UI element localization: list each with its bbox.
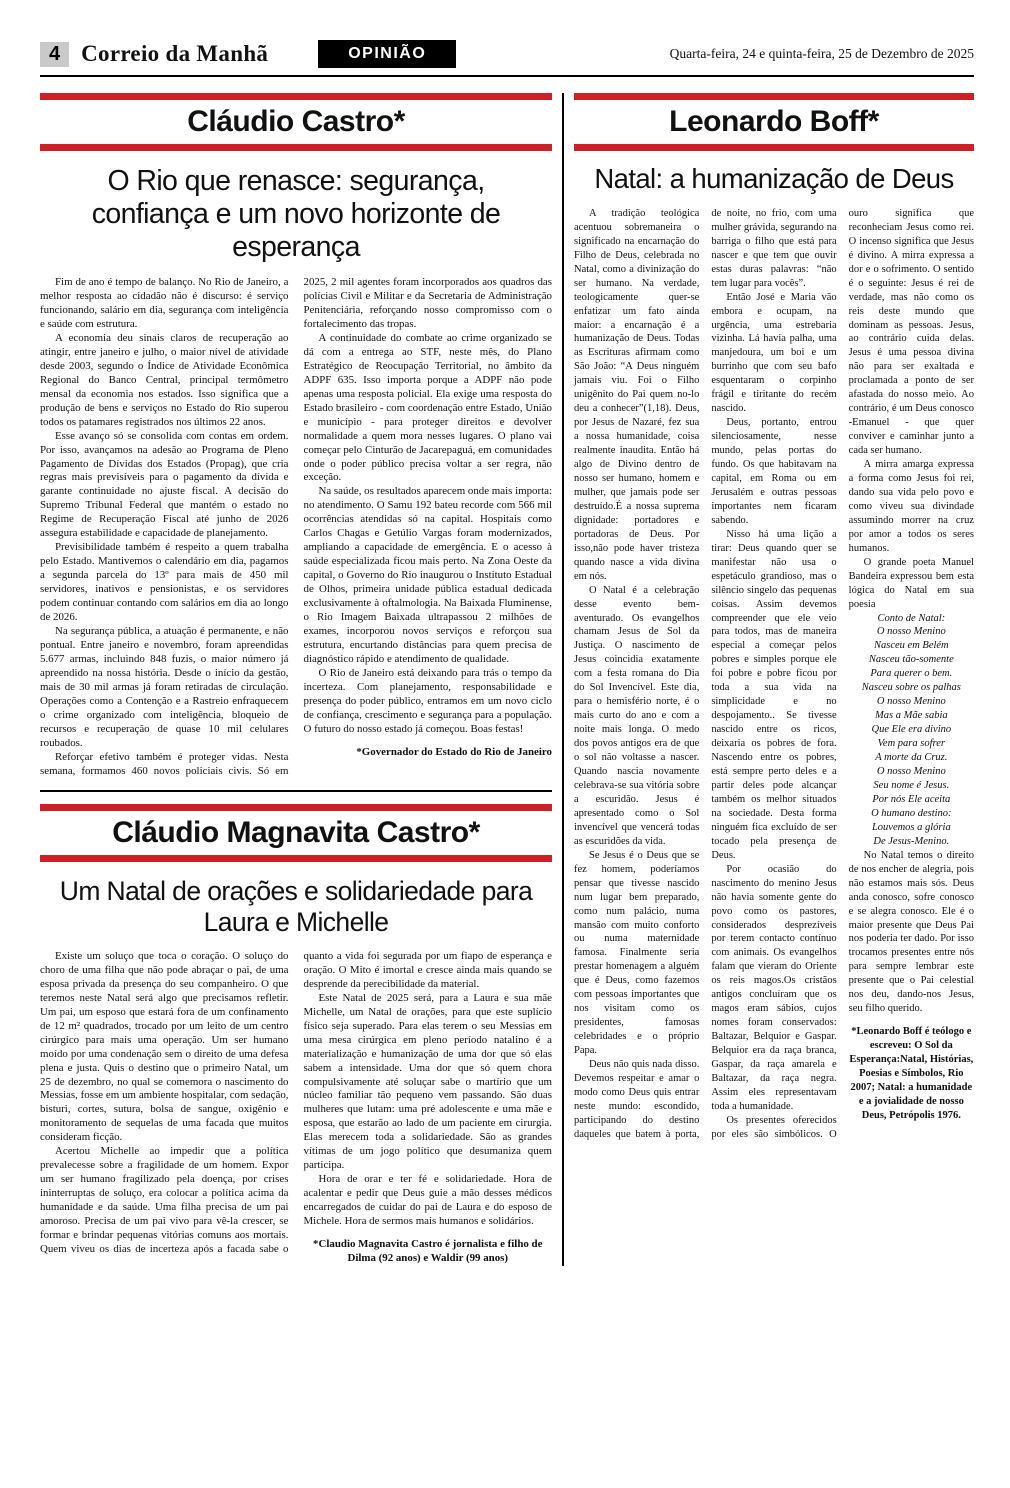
header-rule <box>40 75 974 77</box>
red-rule-bottom <box>40 144 552 151</box>
paragraph: Então José e Maria vão embora e ocupam, na urgência, uma estrebaria vizinha. Lá havia palha, uma manjedoura, um boi e um burrinho que com seu bafo esquentaram o corpinho frágil e tiritante do recém nascido. <box>711 291 837 415</box>
article-body-boff <box>574 207 974 1142</box>
article-magnavita <box>40 804 552 1265</box>
paragraph: A economia deu sinais claros de recuperação ao atingir, entre janeiro e julho, o maior nível de atividade desde 2003, segundo o Índice de Atividade Econômica Regional do Banco Central, principal termômetro mensal da economia nos estados. Isso significa que a produção de bens e serviços no Estado do Rio superou todos os patamares registrados nos últimos 22 anos. <box>40 331 289 428</box>
poem: Conto de Natal: <box>877 612 946 624</box>
edition-date: Quarta-feira, 24 e quinta-feira, 25 de Dezembro de 2025 <box>669 46 974 61</box>
header-left-group <box>40 40 456 68</box>
paragraph: Na segurança pública, a atuação é permanente, e não pontual. Entre janeiro e novembro, foram apreendidas 5.677 armas, incluindo 848 fuzis, o maior número já apreendido na nossa história. Desde o início da gestão, mais de 30 mil armas já foram retiradas de circulação. Operações como a Contenção e a Rastreio enfraquecem o crime organizado com inteligência, bloqueio de recursos e recuperação de quase 10 mil celulares roubados. <box>40 624 289 749</box>
poem: Por nós Ele aceita <box>872 793 951 805</box>
poem: O nosso Menino <box>876 766 946 778</box>
paragraph: Fim de ano é tempo de balanço. No Rio de Janeiro, a melhor resposta ao cidadão não é discurso: é serviço funcionando, salário em dia, segurança com inteligência e saúde com estrutura. <box>40 276 289 330</box>
headline-boff: Natal: a humanização de Deus <box>594 163 954 194</box>
paragraph: A continuidade do combate ao crime organizado se dá com a entrega ao STF, neste mês, do Plano Estratégico de Reocupação Territorial, no âmbito da ADPF 635. Isso importa porque a ADPF não pode apenas uma resposta policial. Ela exige uma resposta do Estado brasileiro - com coordenação entre Estado, União e município - para proteger direitos e devolver normalidade a quem mora nesses lugares. O plano vai começar pelo Cinturão de Jacarepaguá, em comunidades onde o poder público precisa voltar a ser regra, não exceção. <box>303 331 552 484</box>
author-name-castro: Cláudio Castro* <box>187 105 405 138</box>
newspaper-masthead: Correio da Manhã <box>81 41 269 66</box>
article-body-castro <box>40 276 552 778</box>
red-rule-bottom <box>40 855 552 862</box>
paragraph: Deus não quis nada disso. Devemos respeitar e amar o modo como Deus quis entrar neste mundo: escondido, participando do destino daqueles que batem à porta, de noite, no frio, com uma mulher grávida, segurando na barriga o filho que está para nascer e que tem que ouvir estas duras palavras: “não tem lugar para vocês”. <box>574 207 837 1140</box>
article-leonardo-boff <box>574 93 974 1142</box>
author-name-boff: Leonardo Boff* <box>669 105 879 138</box>
paragraph: O Rio de Janeiro está deixando para trás o tempo da incerteza. Com planejamento, responsabilidade e presença do poder público, entramos em um novo ciclo de confiança, crescimento e segurança para a população. O futuro do nosso estado já começou. Boas festas! <box>303 666 552 735</box>
poem: Nasceu sobre os palhas <box>861 682 961 694</box>
page-content <box>40 93 974 1266</box>
credit: *Leonardo Boff é teólogo e escreveu: O Sol da Esperança:Natal, Histórias, Poesias e Símbolos, Rio 2007; Natal: a humanidade e a jovialidade de nosso Deus, Petrópolis 1976. <box>849 1026 974 1121</box>
poem: Louvemos a glória <box>871 821 951 833</box>
poem: O nosso Menino <box>876 626 946 638</box>
paragraph: A mirra amarga expressa a forma como Jesus foi rei, dando sua vida pelo povo e como viveu sua divindade assumindo morrer na cruz por amor a todos os seres humanos. <box>848 459 974 554</box>
paragraph: Por ocasião do nascimento do menino Jesus não havia somente gente do povo como os pastores, considerados desprezíveis por terem contacto contínuo com animais. Os evangelhos falam que vieram do Oriente os reis magos.Os cristãos antigos concluíram que os magos eram sábios, cujos nomes foram conservados: Baltazar, Belquior e Gaspar. Belquior era da raça branca, Gaspar, da raça amarela e Baltazar, da raça negra. Assim eles representavam toda a humanidade. <box>711 863 837 1112</box>
poem: Nasceu em Belém <box>874 640 949 652</box>
poem: O humano destino: <box>871 807 952 819</box>
red-rule-bottom <box>574 144 974 151</box>
credit: *Governador do Estado do Rio de Janeiro <box>356 745 552 758</box>
paragraph: Reforçar efetivo também é proteger vidas. Nesta semana, formamos 460 novos policiais civis. Só em 2025, 2 mil agentes foram incorporados aos quadros das polícias Civil e Militar e da Secretaria de Administração Penitenciária, reforçando nosso compromisso com o fortalecimento das tropas. <box>40 276 552 777</box>
red-rule-top <box>574 93 974 100</box>
poem: Seu nome é Jesus. <box>873 779 950 791</box>
paragraph: Nisso há uma lição a tirar: Deus quando quer se manifestar não usa o espetáculo grandioso, mas o silêncio singelo das pequenas coisas. Assim devemos compreender que ele veio para todos, mas de maneira especial a começar pelos pobres e simples porque ele foi pobre e pobre ficou por toda a sua vida na simplicidade e no despojamento.. Se tivesse nascido entre os ricos, deixaria os pobres de fora. Nascendo entre os pobres, está sempre perto deles e a partir deles pode alcançar também os melhor situados na sociedade. Desta forma ninguém fica excluído de ser tocado pela presença de Deus. <box>711 528 837 861</box>
paragraph: Na saúde, os resultados aparecem onde mais importa: no atendimento. O Samu 192 bateu recorde com 566 mil ocorrências atendidas só na capital. Hospitais como Carlos Chagas e Getúlio Vargas foram modernizados, ampliando a capacidade de emergência. E o acesso à saúde especializada ficou mais perto. Na Zona Oeste da capital, o Governo do Rio inaugurou o Instituto Estadual de Olhos, primeira unidade pública estadual dedicada exclusivamente à oftalmologia. Na Baixada Fluminense, o Rio Imagem Baixada ultrapassou 2 milhões de exames, incorporou novos serviços e reforçou sua estrutura, encurtando distâncias para quem precisa de diagnóstico rápido e atendimento de qualidade. <box>303 485 552 665</box>
left-section <box>40 93 562 1266</box>
paragraph: No Natal temos o direito de nos encher de alegria, pois não estamos mais sós. Deus anda conosco, sofre conosco e se alegra conosco. Ele é o maior presente que Deus Pai nos poderia ter dado. Por isso trocamos presentes entre nós para sempre lembrar este presente que o Pai celestial nos deu, dando-nos Jesus, seu filho querido. <box>848 849 974 1015</box>
article-divider <box>40 790 552 792</box>
red-rule-top <box>40 804 552 811</box>
paragraph: O grande poeta Manuel Bandeira expressou bem esta lógica do Natal em sua poesia <box>848 556 974 610</box>
article-body-magnavita <box>40 950 552 1266</box>
poem: O nosso Menino <box>876 696 946 708</box>
poem: De Jesus-Menino. <box>873 835 950 847</box>
paragraph: Se Jesus é o Deus que se fez homem, poderíamos pensar que tivesse nascido num lugar bem preparado, como num palácio, numa mansão com muito conforto ou numa maternidade famosa. Finalmente seria prestar homenagem a alguém que é Deus, como fazemos com pessoas importantes que nos visitam como os presidentes, famosas celebridades e o próprio Papa. <box>574 849 700 1057</box>
author-name-magnavita: Cláudio Magnavita Castro* <box>112 816 480 850</box>
section-label: OPINIÃO <box>318 40 456 68</box>
poem: Para querer o bem. <box>870 668 953 680</box>
page-header <box>40 40 974 68</box>
paragraph: Deus, portanto, entrou silenciosamente, nesse mundo, pelas portas do fundo. Os que habitavam na capital, em Roma ou em Jerusalém e outras pessoas importantes nem ficaram sabendo. <box>711 417 837 526</box>
paragraph: Este Natal de 2025 será, para a Laura e sua mãe Michelle, um Natal de orações, para que este suplício físico seja superado. Para elas terem o seu Messias em uma mesa cirúrgica em pleno período natalino é a materialização e humanização de uma dor que só elas sabem a intensidade. Uma dor que só quem chora compulsivamente até soluçar sabe o martírio que um núcleo familiar tão pequeno vem passando. São duas mulheres que lutam: uma pré adolescente e uma mãe e esposa, que estarão ao lado de um paciente em cirurgia. Elas merecem toda a solidariedade. São as grandes vítimas de um jogo político que desumaniza quem participa. <box>303 991 552 1172</box>
paragraph: A tradição teológica acentuou sobremaneira o significado na encarnação do Filho de Deus, celebrada no Natal, como a divinização do ser humano. Na verdade, teologicamente quer-se enfatizar um fato ainda maior: a encarnação é a humanização de Deus. Todas as Escrituras afirmam como São João: “A Deus ninguém jamais viu. Foi o Filho unigênito do Pai quem no-lo deu a conhecer”(1,18). Deus, por Jesus de Nazaré, fez sua a nossa humanidade, coisa realmente inaudita. Então há algo de Divino dentro de nosso ser humano, homem e mulher, que jamais pode ser destruído.É a nossa suprema dignidade: portadores e portadoras de Deus. Por isso,não pode haver tristeza quando nasce a vida divina em nós. <box>574 207 700 582</box>
paragraph: Esse avanço só se consolida com contas em ordem. Por isso, avançamos na adesão ao Programa de Pleno Pagamento de Dívidas dos Estados (Propag), que cria regras mais previsíveis para o pagamento da dívida e garante continuidade no ajuste fiscal. A decisão do Supremo Tribunal Federal que mantém o estado no Regime de Recuperação Fiscal até junho de 2026 assegura estabilidade e capacidade de planejamento. <box>40 429 289 540</box>
headline-castro: O Rio que renasce: segurança, confiança e um novo horizonte de esperança <box>91 165 501 264</box>
poem: Mas a Mãe sabia <box>875 710 948 722</box>
page-number: 4 <box>40 42 69 67</box>
paragraph: O Natal é a celebração desse evento bem-aventurado. Os evangelhos chamam Jesus de Sol da Justiça. O nascimento de Jesus coincidia exatamente com a festa romana do Dia do Sol Invencível. Este dia, para o hemisfério norte, é o mais curto do ano e com a noite mais longa. O medo dos povos antigos era de que o sol não voltasse a nascer. Quando nascia novamente celebrava-se sua vitória sobre a escuridão. Jesus é apresentado como o Sol invencível que vencerá todas as escuridões da vida. <box>574 584 700 847</box>
poem: Vem para sofrer <box>877 738 945 750</box>
paragraph: Previsibilidade também é respeito a quem trabalha pelo Estado. Mantivemos o calendário em dia, pagamos a segunda parcela do 13º para mais de 450 mil servidores, inativos e pensionistas, e os servidores podem continuar contando com salários em dia ao longo de 2026. <box>40 541 289 624</box>
paragraph: Acertou Michelle ao impedir que a política prevalecesse sobre a fragilidade de um homem. Expor um ser humano fragilizado pela doença, por crises ininterruptas de soluço, era colocar a política acima da humanidade e da saúde. Uma filha precisa de um pai amoroso. Precisa de um pai vivo para vê-la crescer, se formar e brindar pequenas vitórias comuns aos mortais. Quem viveu os dias de incerteza após a facada sabe o quanto a vida foi segurada por um fiapo de esperança e oração. O Mito é imortal e cresce ainda mais quando se desprende da perecibilidade da material. <box>40 949 552 1255</box>
paragraph: Existe um soluço que toca o coração. O soluço do choro de uma filha que não pode abraçar o pai, de uma esposa privada da presença do seu companheiro. O que teremos neste Natal será algo que precisamos refletir. Um pai, um esposo que estará fora de um confinamento de 12 m² quadrados, trocado por um leito de um centro cirúrgico para mais uma operação. Um ser humano moído por uma condenação sem o direito de uma defesa plena e justa. Quis o destino que o primeiro Natal, um 25 de dezembro, no qual se comemora o nascimento do Messias, fosse em um ambiente hospitalar, com sedação, bisturi, cortes, sutura, bolsa de sangue, oxigênio e monitoramento de sequelas de uma facada que muitos consideram ficção. <box>40 949 289 1144</box>
poem: Nasceu tão-somente <box>868 654 954 666</box>
paragraph: Os presentes oferecidos por eles são simbólicos. O ouro significa que reconheciam Jesus como rei. O incenso significa que Jesus é divino. A mirra expressa a dor e o sofrimento. O sentido é o seguinte: Jesus é rei de verdade, mas não como os reis deste mundo que dominam as pessoas. Jesus, ao contrário cuida delas. Jesus é uma pessoa divina não para ser exaltada e proclamada a ponto de ser afastada do nosso meio. Ao contrário, é um Deus conosco -Emanuel - que quer conviver e caminhar junto a cada ser humano. <box>711 207 974 1140</box>
paragraph: Hora de orar e ter fé e solidariedade. Hora de acalentar e pedir que Deus guie a mão desses médicos encarregados de cuidar do pai de Laura e do esposo de Michele. Hora de sermos mais humanos e solidários. <box>303 1173 552 1228</box>
right-section <box>564 93 974 1266</box>
poem: A morte da Cruz. <box>875 752 948 764</box>
poem: Que Ele era divino <box>871 724 952 736</box>
red-rule-top <box>40 93 552 100</box>
article-claudio-castro <box>40 93 552 778</box>
headline-magnavita: Um Natal de orações e solidariedade para Laura e Michelle <box>59 876 533 938</box>
credit: *Claudio Magnavita Castro é jornalista e filho de Dilma (92 anos) e Waldir (99 anos) <box>313 1237 543 1264</box>
